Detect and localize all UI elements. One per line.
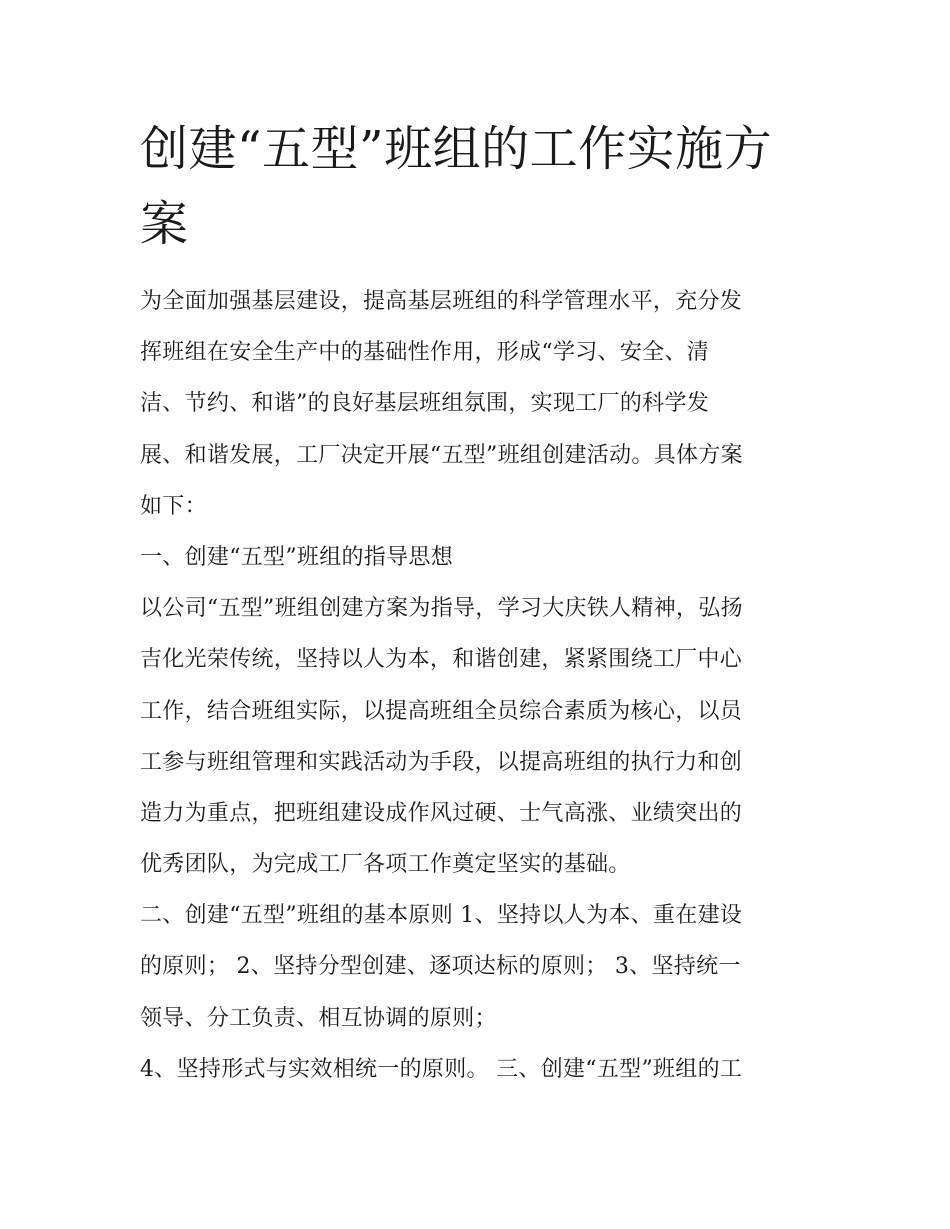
document-body bbox=[140, 276, 830, 1095]
body-line: 挥班组在安全生产中的基础性作用，形成“学习、安全、清 bbox=[140, 340, 710, 366]
body-line: 的原则； 2、坚持分型创建、逐项达标的原则； 3、坚持统一 bbox=[140, 954, 741, 980]
body-line: 吉化光荣传统，坚持以人为本，和谐创建，紧紧围绕工厂中心 bbox=[140, 647, 743, 673]
title-line: 创建“五型”班组的工作实施方 bbox=[140, 121, 773, 177]
body-line: 工参与班组管理和实践活动为手段，以提高班组的执行力和创 bbox=[140, 749, 743, 775]
body-line: 洁、节约、和谐”的良好基层班组氛围，实现工厂的科学发 bbox=[140, 391, 710, 417]
body-line: 优秀团队，为完成工厂各项工作奠定坚实的基础。 bbox=[140, 852, 631, 878]
body-line: 4、坚持形式与实效相统一的原则。 三、创建“五型”班组的工 bbox=[140, 1056, 743, 1082]
body-line: 为全面加强基层建设，提高基层班组的科学管理水平，充分发 bbox=[140, 289, 743, 314]
body-line: 以公司“五型”班组创建方案为指导，学习大庆铁人精神，弘扬 bbox=[140, 596, 743, 622]
body-line: 如下： bbox=[140, 493, 207, 519]
body-line: 领导、分工负责、相互协调的原则； bbox=[140, 1005, 497, 1031]
section-heading-guiding-ideology: 一、创建“五型”班组的指导思想 bbox=[140, 544, 453, 570]
title-line: 案 bbox=[140, 196, 189, 252]
document-title bbox=[140, 112, 830, 262]
body-line: 工作，结合班组实际，以提高班组全员综合素质为核心，以员 bbox=[140, 698, 743, 724]
body-line: 展、和谐发展，工厂决定开展“五型”班组创建活动。具体方案 bbox=[140, 442, 743, 468]
body-line: 造力为重点，把班组建设成作风过硬、士气高涨、业绩突出的 bbox=[140, 800, 743, 826]
section-heading-basic-principles: 二、创建“五型”班组的基本原则 1、坚持以人为本、重在建设 bbox=[140, 903, 743, 929]
